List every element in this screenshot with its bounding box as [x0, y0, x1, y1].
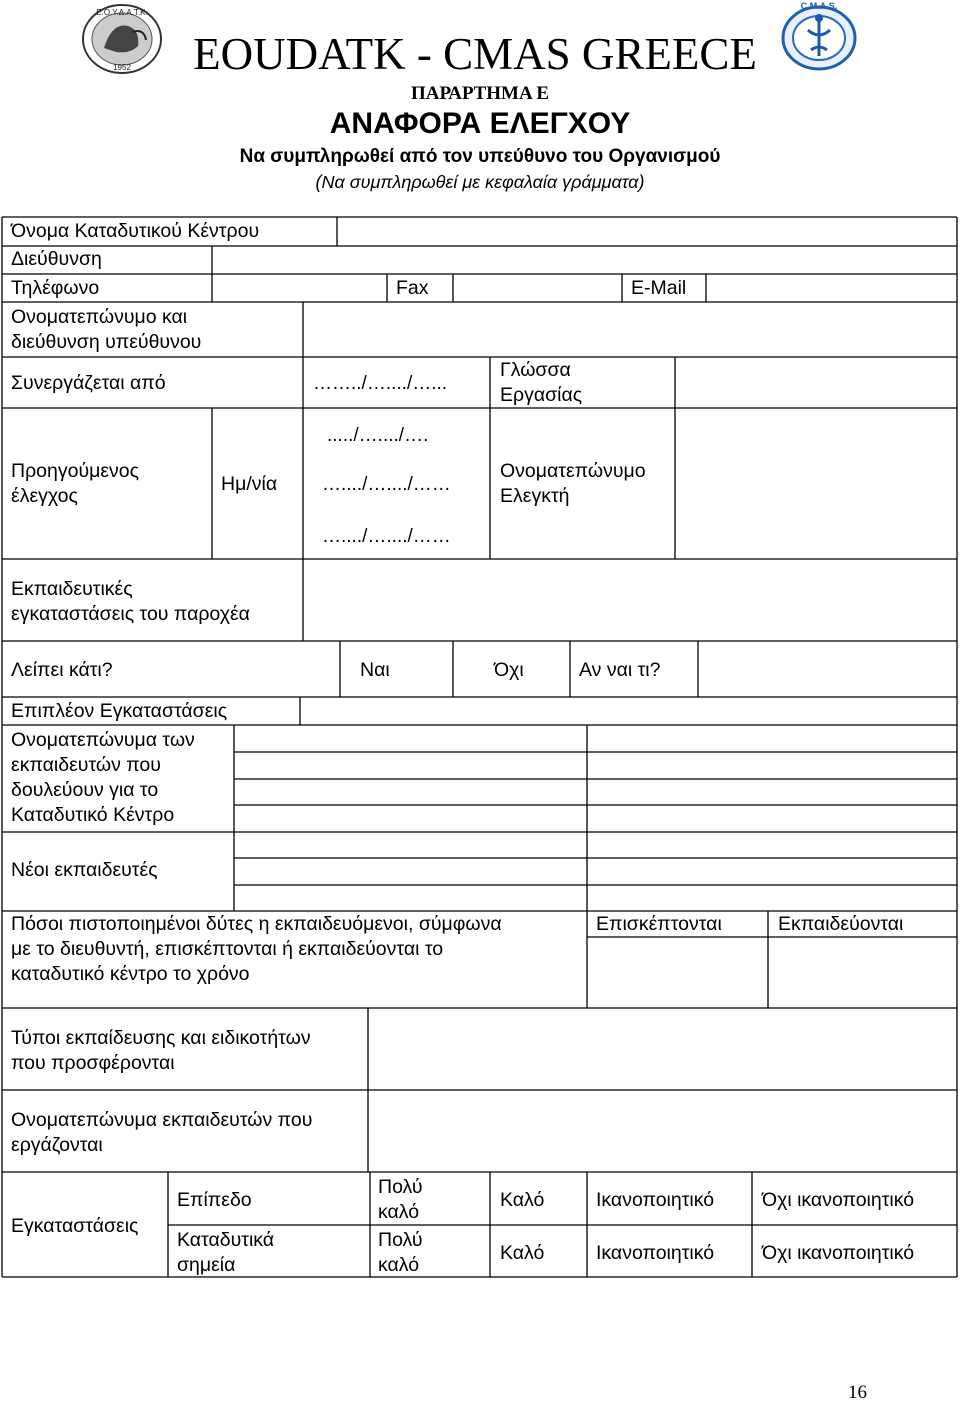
fill-instruction: Να συμπληρωθεί από τον υπεύθυνο του Οργανισμού: [239, 146, 721, 167]
divers-question-line2: με το διευθυντή, επισκέπτονται ή εκπαιδεύονται το: [11, 938, 444, 960]
inspector-label-line1: Ονοματεπώνυμο: [500, 460, 646, 482]
date-label: Ημ/νία: [221, 473, 278, 495]
page-number: 16: [848, 1382, 867, 1403]
email-label: E-Mail: [631, 277, 687, 299]
instructors-label-line4: Καταδυτικό Κέντρο: [11, 804, 175, 826]
dive-sites-very-good-line1[interactable]: Πολύ: [378, 1229, 423, 1251]
dive-sites-good-option[interactable]: Καλό: [500, 1242, 545, 1264]
no-option[interactable]: Όχι: [494, 659, 524, 681]
yes-option[interactable]: Ναι: [360, 659, 390, 681]
facilities-label-line2: εγκαταστάσεις του παροχέα: [11, 603, 250, 625]
train-column-label: Εκπαιδεύονται: [778, 913, 904, 935]
manager-label-line2: διεύθυνση υπεύθυνου: [11, 331, 202, 353]
level-label: Επίπεδο: [177, 1189, 252, 1211]
instructor-names-label-line1: Ονοματεπώνυμα εκπαιδευτών που: [11, 1109, 313, 1131]
previous-check-label-line1: Προηγούμενος: [11, 460, 140, 482]
previous-check-date-1[interactable]: ...../…..../….: [327, 425, 429, 446]
previous-check-label-line2: έλεγχος: [11, 485, 78, 507]
level-very-good-line2[interactable]: καλό: [378, 1201, 420, 1223]
facilities-label-line1: Εκπαιδευτικές: [11, 578, 133, 600]
divers-question-line1: Πόσοι πιστοποιημένοι δύτες η εκπαιδευόμενοι, σύμφωνα: [11, 913, 502, 935]
inspector-label-line2: Ελεγκτή: [500, 485, 570, 507]
instructors-label-line2: εκπαιδευτών που: [11, 754, 161, 776]
extra-facilities-label: Επιπλέον Εγκαταστάσεις: [11, 700, 228, 722]
dive-sites-label-line1: Καταδυτικά: [177, 1229, 275, 1251]
level-satisfactory-option[interactable]: Ικανοποιητικό: [596, 1189, 715, 1211]
fax-label: Fax: [396, 277, 429, 299]
cooperation-date-blank[interactable]: ……../…..../…...: [313, 373, 448, 394]
appendix-label: ΠΑΡΑΡΤΗΜΑ Ε: [410, 83, 550, 104]
divers-question-line3: καταδυτικό κέντρο το χρόνο: [11, 963, 250, 985]
cooperates-with-label: Συνεργάζεται από: [11, 372, 166, 394]
manager-label-line1: Ονοματεπώνυμο και: [11, 306, 188, 328]
instructors-label-line3: δουλεύουν για το: [11, 779, 159, 801]
document-title: EOUDATK - CMAS GREECE: [193, 29, 757, 79]
instructors-label-line1: Ονοματεπώνυμα των: [11, 729, 195, 751]
dive-sites-unsatisfactory-option[interactable]: Όχι ικανοποιητικό: [762, 1242, 915, 1264]
if-yes-label: Αν ναι τι?: [579, 659, 661, 681]
report-title: ΑΝΑΦΟΡΑ ΕΛΕΓΧΟΥ: [329, 107, 631, 140]
dive-sites-label-line2: σημεία: [177, 1254, 236, 1276]
dive-sites-very-good-line2[interactable]: καλό: [378, 1254, 420, 1276]
svg-text:1952: 1952: [113, 63, 131, 72]
phone-label: Τηλέφωνο: [11, 277, 100, 299]
new-instructors-label: Νέοι εκπαιδευτές: [11, 859, 158, 881]
dive-sites-satisfactory-option[interactable]: Ικανοποιητικό: [596, 1242, 715, 1264]
instructor-names-label-line2: εργάζονται: [11, 1134, 103, 1156]
working-language-label-line1: Γλώσσα: [500, 359, 571, 381]
training-types-label-line1: Τύποι εκπαίδευσης και ειδικοτήτων: [11, 1027, 311, 1049]
visit-column-label: Επισκέπτονται: [596, 913, 722, 935]
fill-instruction-note: (Να συμπληρωθεί με κεφαλαία γράμματα): [315, 172, 645, 192]
svg-text:Ε.Ο.Υ.Δ.Α.Τ.Κ.: Ε.Ο.Υ.Δ.Α.Τ.Κ.: [96, 8, 148, 17]
missing-label: Λείπει κάτι?: [11, 659, 113, 681]
training-types-label-line2: που προσφέρονται: [11, 1052, 175, 1074]
previous-check-date-3[interactable]: …..../…..../……: [322, 526, 451, 547]
level-good-option[interactable]: Καλό: [500, 1189, 545, 1211]
level-unsatisfactory-option[interactable]: Όχι ικανοποιητικό: [762, 1189, 915, 1211]
previous-check-date-2[interactable]: …..../…..../……: [322, 474, 451, 495]
level-very-good-line1[interactable]: Πολύ: [378, 1176, 423, 1198]
working-language-label-line2: Εργασίας: [500, 384, 583, 406]
center-name-label: Όνομα Καταδυτικού Κέντρου: [11, 220, 260, 242]
facilities-rating-label: Εγκαταστάσεις: [11, 1215, 139, 1237]
svg-text:C.M.A.S.: C.M.A.S.: [800, 1, 838, 11]
address-label: Διεύθυνση: [11, 248, 102, 270]
